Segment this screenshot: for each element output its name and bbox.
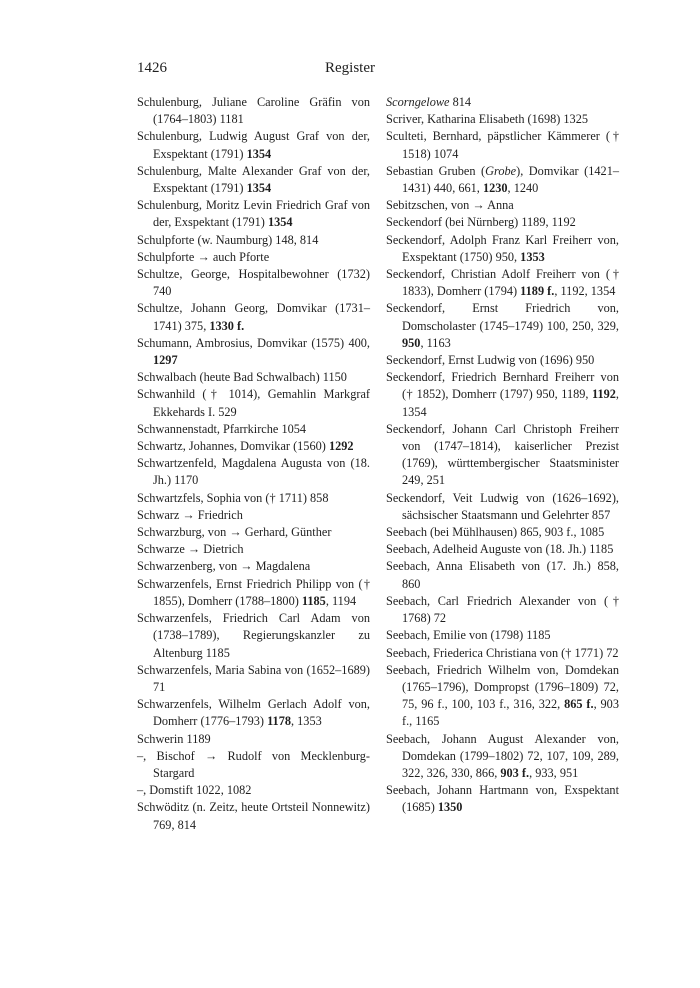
index-entry [386, 369, 619, 421]
index-entry-text: , 1192, 1354 [554, 284, 616, 299]
index-entry-text: , 933, 951 [529, 765, 579, 780]
index-entry [137, 94, 370, 128]
index-entry-text: Schulpforte → auch Pforte [137, 249, 270, 264]
running-header: Register [325, 60, 375, 76]
index-entry-text: Schwarzenfels, Wilhelm Gerlach Adolf von, Domherr (1776–1793) [137, 697, 370, 729]
index-entry [137, 782, 370, 799]
index-entry-text: , 1240 [507, 181, 539, 196]
index-entry [386, 352, 619, 369]
index-entry [386, 266, 619, 300]
index-entry-bold-ref: 950 [402, 335, 421, 350]
index-entry-bold-ref: 1230 [482, 181, 508, 196]
index-entry-bold-ref: 1354 [246, 146, 272, 161]
index-entry [386, 128, 619, 162]
index-entry-text: Schwerin 1189 [137, 731, 211, 746]
index-entry [386, 214, 619, 231]
index-entry-text: –, Domstift 1022, 1082 [137, 783, 252, 798]
index-entry [137, 731, 370, 748]
index-entry [137, 696, 370, 730]
index-entry-text: Schulpforte (w. Naumburg) 148, 814 [137, 232, 319, 247]
index-entry-text: Schwarzenfels, Friedrich Carl Adam von (1738–1789), Regierungskanzler zu Altenburg 1185 [137, 611, 370, 660]
index-entry [386, 645, 619, 662]
index-entry [386, 111, 619, 128]
index-entry-text: Seckendorf, Adolph Franz Karl Freiherr von, Exspektant (1750) 950, [386, 232, 619, 264]
index-entry-text: Schwarzenfels, Ernst Friedrich Philipp von († 1855), Domherr (1788–1800) [137, 576, 370, 608]
index-entry [137, 524, 370, 541]
index-entry-bold-ref: 1350 [437, 800, 463, 815]
index-entry [386, 662, 619, 731]
index-entry [386, 490, 619, 524]
index-entry [137, 438, 370, 455]
index-entry [386, 731, 619, 783]
index-entry-text: Schwalbach (heute Bad Schwalbach) 1150 [137, 370, 347, 385]
index-entry-bold-ref: 1189 f. [520, 284, 555, 299]
index-entry-text: Schulenburg, Juliane Caroline Gräfin von (1764–1803) 1181 [137, 95, 370, 127]
index-entry-text: Scriver, Katharina Elisabeth (1698) 1325 [386, 112, 589, 127]
index-entry-text: , 1354 [402, 387, 619, 419]
index-entry-text: Schwartzfels, Sophia von († 1711) 858 [137, 490, 329, 505]
index-entry-bold-ref: 1192 [592, 387, 616, 402]
index-entry-italic: Grobe [485, 163, 517, 178]
index-entry-text: 814 [449, 95, 472, 109]
index-entry-bold-ref: 1354 [267, 215, 293, 230]
index-entry [386, 197, 619, 214]
index-entry-text: Seebach, Johann August Alexander von, Domdekan (1799–1802) 72, 107, 109, 289, 322, 326, 330, 866, [386, 731, 619, 780]
index-entry-text: , 1194 [325, 593, 357, 608]
index-entry-text: Seebach, Adelheid Auguste von (18. Jh.) 1185 [386, 542, 614, 557]
index-entry [137, 748, 370, 782]
index-entry [137, 163, 370, 197]
index-entry-italic: Scorngelowe [386, 95, 450, 109]
index-entry [137, 300, 370, 334]
index-entry [137, 232, 370, 249]
index-entry-bold-ref: 1185 [301, 593, 326, 608]
index-entry-text: , 903 f., 1165 [402, 697, 619, 729]
index-entry-text: Schultze, Johann Georg, Domvikar (1731–1741) 375, [137, 301, 370, 333]
index-entry [137, 386, 370, 420]
index-entry [137, 455, 370, 489]
index-entry-text: –, Bischof → Rudolf von Mecklenburg-Stargard [137, 748, 370, 780]
index-entry-text: Seckendorf, Ernst Ludwig von (1696) 950 [386, 353, 595, 368]
index-entry-text: Seckendorf, Christian Adolf Freiherr von († 1833), Domherr (1794) [386, 267, 619, 299]
index-entry-text: Schumann, Ambrosius, Domvikar (1575) 400, [137, 335, 370, 350]
index-entry [137, 128, 370, 162]
index-entry-text: Schulenburg, Ludwig August Graf von der, Exspektant (1791) [137, 129, 370, 161]
index-entry [137, 197, 370, 231]
index-entry [386, 300, 619, 352]
index-entry [137, 490, 370, 507]
index-entry-text: Schwannenstadt, Pfarrkirche 1054 [137, 421, 307, 436]
index-entry-text: Schwarz → Friedrich [137, 507, 243, 522]
index-entry [386, 558, 619, 592]
index-entry-text: Seebach, Friedrich Wilhelm von, Domdekan (1765–1796), Dompropst (1796–1809) 72, 75, 96 f., 100, 103 f., 316, 322, [386, 662, 619, 712]
index-entry-text: Seebach, Emilie von (1798) 1185 [386, 628, 551, 643]
index-entry-bold-ref: 865 f. [564, 697, 594, 712]
index-entry [137, 558, 370, 575]
index-entry-text: Sebastian Gruben ( [386, 163, 486, 178]
index-entry [137, 799, 370, 833]
index-entry-text: Schwanhild († 1014), Gemahlin Markgraf Ekkehards I. 529 [137, 387, 370, 419]
index-entry-text: , 1163 [420, 335, 451, 350]
index-entry [137, 662, 370, 696]
index-entry [386, 94, 619, 111]
index-entry [137, 421, 370, 438]
index-entry-text: Sebitzschen, von → Anna [386, 198, 514, 213]
index-entry [137, 610, 370, 662]
index-entry-bold-ref: 1354 [246, 181, 272, 196]
index-entry-text: Seckendorf (bei Nürnberg) 1189, 1192 [386, 215, 576, 230]
index-entry [386, 541, 619, 558]
index-entry [137, 266, 370, 300]
index-entry [137, 335, 370, 369]
index-entry-text: Sculteti, Bernhard, päpstlicher Kämmerer († 1518) 1074 [386, 129, 619, 161]
index-entry [137, 541, 370, 558]
index-entry-text: Seckendorf, Veit Ludwig von (1626–1692), sächsischer Staatsmann und Gelehrter 857 [386, 490, 619, 522]
index-entry [386, 782, 619, 816]
index-entry [137, 369, 370, 386]
index-entry [386, 524, 619, 541]
index-entry-text: Seebach, Johann Hartmann von, Exspektant (1685) [386, 783, 619, 815]
index-entry-text: Seebach, Anna Elisabeth von (17. Jh.) 858, 860 [386, 559, 619, 591]
index-entry [137, 507, 370, 524]
index-entry [386, 163, 619, 197]
index-entry-text: Schwarze → Dietrich [137, 542, 244, 557]
index-entry-bold-ref: 1297 [153, 353, 178, 368]
index-entry-text: Schwartzenfeld, Magdalena Augusta von (18. Jh.) 1170 [137, 456, 370, 488]
index-entry [386, 421, 619, 490]
index-entry-bold-ref: 1292 [328, 439, 354, 454]
index-entry-text: Schulenburg, Moritz Levin Friedrich Graf von der, Exspektant (1791) [137, 198, 370, 230]
index-entry-text: , 1353 [291, 714, 322, 729]
index-entry-text: Schwarzenberg, von → Magdalena [137, 559, 311, 574]
index-entry [386, 232, 619, 266]
index-entry-text: Seckendorf, Johann Carl Christoph Freiherr von (1747–1814), kaiserlicher Prezist (1769), württembergischer Staatsminister 249, 251 [386, 421, 619, 488]
index-entry-bold-ref: 1178 [267, 714, 291, 729]
index-entry-text: Schwarzburg, von → Gerhard, Günther [137, 525, 332, 540]
index-entry-text: Schwarzenfels, Maria Sabina von (1652–1689) 71 [137, 662, 370, 694]
index-entry [386, 593, 619, 627]
index-entry [137, 576, 370, 610]
index-entry-bold-ref: 1353 [520, 249, 545, 264]
index-entry-text: Schultze, George, Hospitalbewohner (1732) 740 [137, 267, 370, 299]
index-column-right [386, 94, 619, 817]
index-entry-text: Schwöditz (n. Zeitz, heute Ortsteil Nonnewitz) 769, 814 [137, 800, 370, 832]
index-entry-text: Schulenburg, Malte Alexander Graf von der, Exspektant (1791) [137, 163, 370, 196]
page-number: 1426 [137, 60, 167, 76]
index-entry-bold-ref: 903 f. [500, 765, 530, 780]
index-entry-text: Seebach, Carl Friedrich Alexander von († 1768) 72 [386, 593, 619, 626]
index-entry-text: Seckendorf, Ernst Friedrich von, Domscholaster (1745–1749) 100, 250, 329, [386, 301, 619, 333]
index-column-left [137, 94, 370, 834]
index-entry [386, 627, 619, 644]
index-entry-text: Seebach (bei Mühlhausen) 865, 903 f., 1085 [386, 525, 605, 540]
index-entry-text: Seebach, Friederica Christiana von († 1771) 72 [386, 645, 619, 660]
index-entry-text: ), Domvikar (1421–1431) 440, 661, [402, 163, 619, 196]
index-entry-bold-ref: 1330 f. [209, 318, 245, 333]
index-entry [137, 249, 370, 266]
index-entry-text: Schwartz, Johannes, Domvikar (1560) [137, 439, 329, 454]
index-entry-text: Seckendorf, Friedrich Bernhard Freiherr von († 1852), Domherr (1797) 950, 1189, [386, 370, 619, 402]
